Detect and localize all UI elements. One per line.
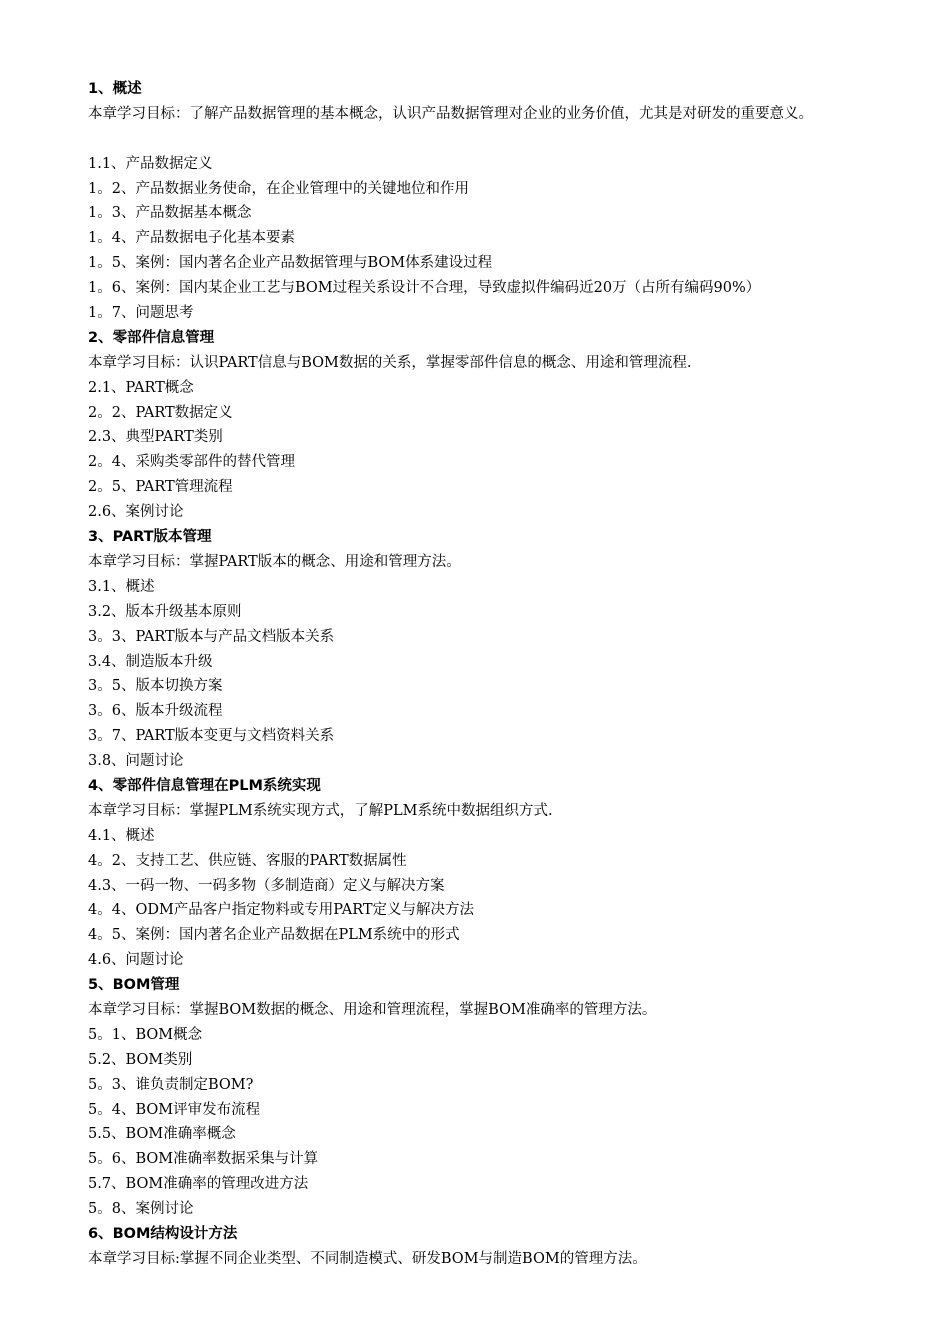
list-item: 4.1、概述 <box>88 827 155 844</box>
list-item: 4。2、支持工艺、供应链、客服的PART数据属性 <box>88 852 407 869</box>
list-item: 5。1、BOM概念 <box>88 1026 203 1043</box>
list-item: 1。5、案例：国内著名企业产品数据管理与BOM体系建设过程 <box>88 255 493 272</box>
list-item: 3.1、概述 <box>88 578 155 595</box>
list-item: 4。5、案例：国内著名企业产品数据在PLM系统中的形式 <box>88 927 460 944</box>
list-item: 3。7、PART版本变更与文档资料关系 <box>88 728 335 745</box>
chapter-title: 5、BOM管理 <box>88 977 180 994</box>
list-item: 2。4、采购类零部件的替代管理 <box>88 454 295 471</box>
list-item: 5。3、谁负责制定BOM? <box>88 1076 254 1093</box>
list-item: 3。6、版本升级流程 <box>88 703 223 720</box>
list-item: 1。3、产品数据基本概念 <box>88 205 252 222</box>
list-item: 3.2、版本升级基本原则 <box>88 603 242 620</box>
list-item: 1.1、产品数据定义 <box>88 155 213 172</box>
chapter-title: 1、概述 <box>88 81 142 97</box>
chapter-goal: 本章学习目标：了解产品数据管理的基本概念，认识产品数据管理对企业的业务价值，尤其是对研发的重要意义。 <box>88 105 813 122</box>
list-item: 2.3、典型PART类别 <box>88 429 223 446</box>
list-item: 3.4、制造版本升级 <box>88 653 213 670</box>
chapter-title: 4、零部件信息管理在PLM系统实现 <box>88 777 321 794</box>
list-item: 2。2、PART数据定义 <box>88 404 233 421</box>
list-item: 5。8、案例讨论 <box>88 1201 194 1218</box>
chapter-6 <box>88 1222 888 1272</box>
list-item: 4.6、问题讨论 <box>88 952 184 969</box>
list-item: 1。6、案例：国内某企业工艺与BOM过程关系设计不合理，导致虚拟件编码近20万（占所有编码90%） <box>88 280 761 297</box>
list-item: 5。4、BOM评审发布流程 <box>88 1101 261 1118</box>
chapter-goal: 本章学习目标：掌握BOM数据的概念、用途和管理流程，掌握BOM准确率的管理方法。 <box>88 1001 657 1018</box>
chapter-2 <box>88 326 888 525</box>
chapter-goal: 本章学习目标：认识PART信息与BOM数据的关系，掌握零部件信息的概念、用途和管理流程. <box>88 354 692 371</box>
list-item: 3。5、版本切换方案 <box>88 678 223 695</box>
list-item: 5.2、BOM类别 <box>88 1051 193 1068</box>
chapter-goal: 本章学习目标：掌握PART版本的概念、用途和管理方法。 <box>88 553 461 570</box>
list-item: 5.7、BOM准确率的管理改进方法 <box>88 1176 309 1193</box>
list-item: 3。3、PART版本与产品文档版本关系 <box>88 628 335 645</box>
chapter-5 <box>88 973 888 1222</box>
chapter-4 <box>88 774 888 973</box>
chapter-goal: 本章学习目标：掌握PLM系统实现方式，了解PLM系统中数据组织方式. <box>88 802 553 819</box>
list-item: 4。4、ODM产品客户指定物料或专用PART定义与解决方法 <box>88 902 475 919</box>
chapter-goal: 本章学习目标:掌握不同企业类型、不同制造模式、研发BOM与制造BOM的管理方法。 <box>88 1250 647 1267</box>
list-item: 1。2、产品数据业务使命，在企业管理中的关键地位和作用 <box>88 180 469 197</box>
document-page <box>88 77 888 1272</box>
list-item: 2。5、PART管理流程 <box>88 479 233 496</box>
chapter-title: 2、零部件信息管理 <box>88 329 215 346</box>
chapter-3 <box>88 525 888 774</box>
chapter-1 <box>88 77 888 326</box>
list-item: 5。6、BOM准确率数据采集与计算 <box>88 1151 319 1168</box>
chapter-title: 3、PART版本管理 <box>88 529 212 546</box>
list-item: 1。4、产品数据电子化基本要素 <box>88 230 295 247</box>
list-item: 2.1、PART概念 <box>88 379 194 396</box>
list-item: 3.8、问题讨论 <box>88 753 184 770</box>
list-item: 4.3、一码一物、一码多物（多制造商）定义与解决方案 <box>88 877 445 894</box>
list-item: 2.6、案例讨论 <box>88 504 184 521</box>
chapter-title: 6、BOM结构设计方法 <box>88 1225 238 1242</box>
list-item: 5.5、BOM准确率概念 <box>88 1126 236 1143</box>
list-item: 1。7、问题思考 <box>88 305 194 322</box>
